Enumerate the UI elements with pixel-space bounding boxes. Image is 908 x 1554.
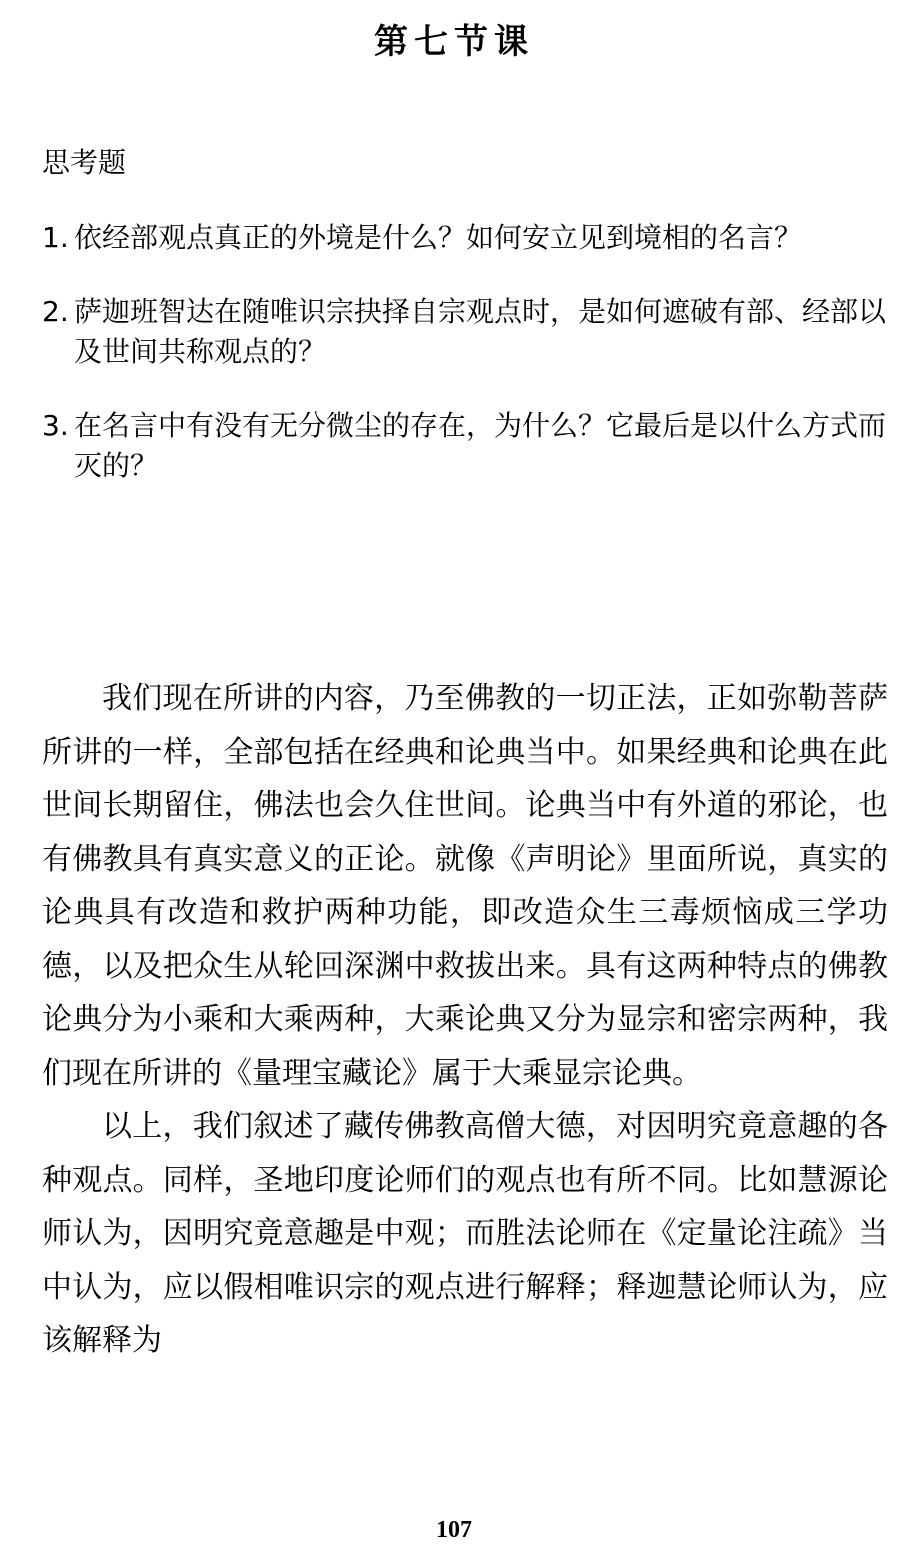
question-text: 依经部观点真正的外境是什么？如何安立见到境相的名言？ — [74, 221, 803, 254]
question-text: 萨迦班智达在随唯识宗抉择自宗观点时，是如何遮破有部、经部以及世间共称观点的？ — [74, 295, 887, 368]
question-text: 在名言中有没有无分微尘的存在，为什么？它最后是以什么方式而灭的？ — [74, 409, 887, 482]
question-number: 2. — [42, 295, 69, 328]
body-paragraph: 以上，我们叙述了藏传佛教高僧大德，对因明究竟意趣的各种观点。同样，圣地印度论师们的观点也有所不同。比如慧源论师认为，因明究竟意趣是中观；而胜法论师在《定量论注疏》当中认为，应以假相唯识宗的观点进行解释；释迦慧论师认为，应该解释为 — [42, 1109, 888, 1358]
questions-list — [42, 218, 888, 520]
question-item — [42, 406, 888, 486]
page-title: 第七节课 — [374, 22, 534, 62]
page-number: 107 — [436, 1517, 472, 1543]
question-number: 3. — [42, 409, 69, 442]
questions-heading: 思考题 — [42, 146, 127, 179]
question-item — [42, 218, 888, 258]
question-number: 1. — [42, 221, 69, 254]
body-paragraph: 我们现在所讲的内容，乃至佛教的一切正法，正如弥勒菩萨所讲的一样，全部包括在经典和论典当中。如果经典和论典在此世间长期留住，佛法也会久住世间。论典当中有外道的邪论，也有佛教具有真实意义的正论。就像《声明论》里面所说，真实的论典具有改造和救护两种功能，即改造众生三毒烦恼成三学功德，以及把众生从轮回深渊中救拔出来。具有这两种特点的佛教论典分为小乘和大乘两种，大乘论典又分为显宗和密宗两种，我们现在所讲的《量理宝藏论》属于大乘显宗论典。 — [42, 681, 888, 1091]
lecture-body — [42, 672, 888, 1368]
question-item — [42, 292, 888, 372]
